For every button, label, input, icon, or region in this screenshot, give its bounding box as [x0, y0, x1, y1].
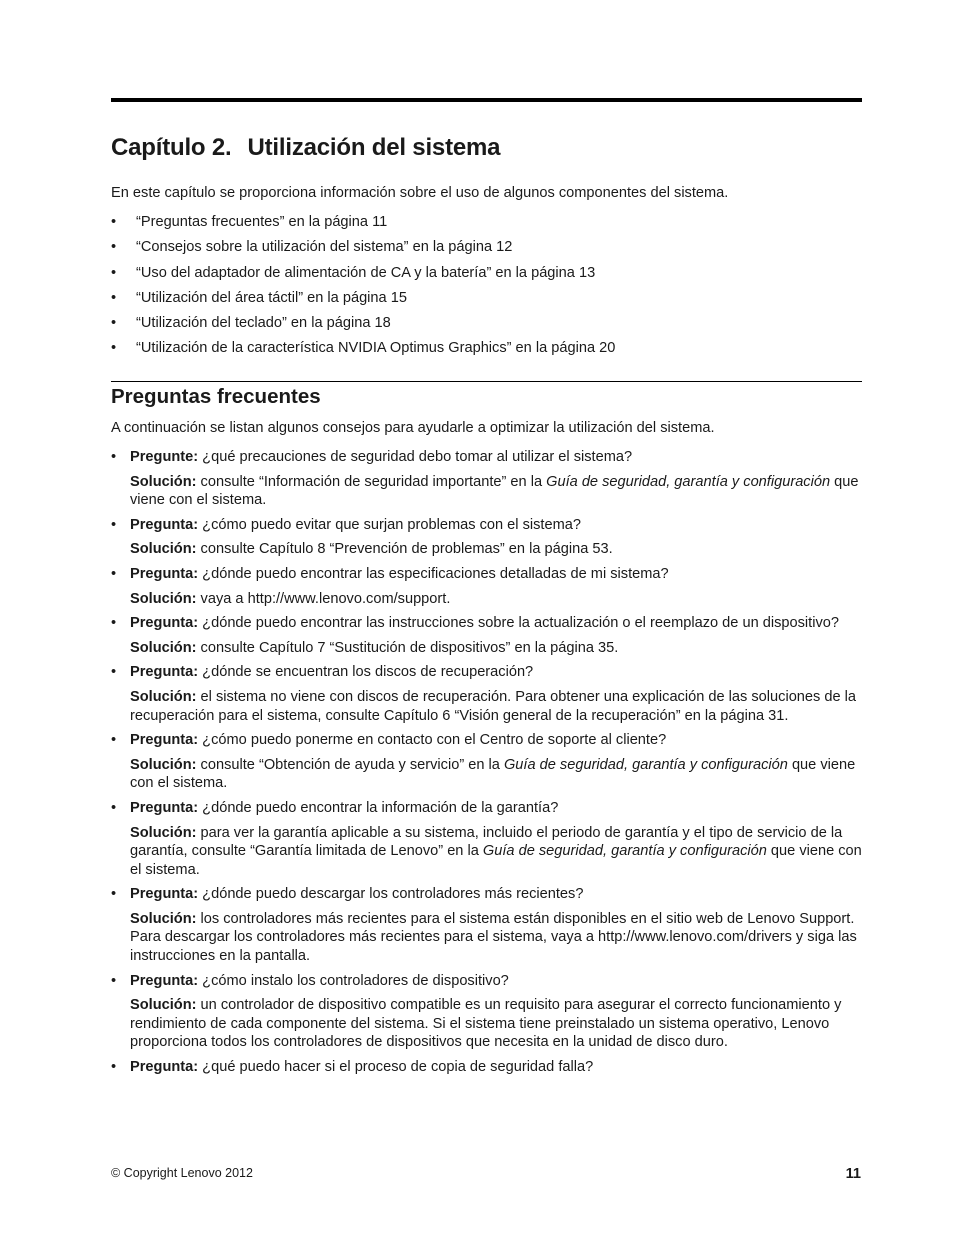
bullet: •: [111, 315, 117, 332]
faq-answer: [130, 473, 863, 510]
bullet: •: [111, 449, 117, 465]
faq-question: [130, 663, 863, 682]
faq-item: [111, 663, 863, 725]
faq-question: [130, 448, 863, 467]
question-label: Pregunta:: [130, 732, 199, 749]
faq-answer: [130, 688, 863, 725]
faq-question: [130, 516, 863, 535]
answer-text-end: que viene con el sistema.: [130, 756, 856, 792]
bullet: •: [111, 214, 117, 230]
chapter-title: [111, 134, 500, 162]
answer-text: el sistema no viene con discos de recuperación. Para obtener una explicación de las soluciones de la recuperación para el sistema, consulte Capítulo 6 “Visión general de la recuperación” en la página 31.: [130, 688, 857, 724]
bullet: •: [111, 972, 117, 989]
answer-italic: Guía de seguridad, garantía y configuración: [482, 843, 767, 860]
faq-question: [130, 565, 863, 584]
section-title: Preguntas frecuentes: [111, 385, 321, 408]
answer-italic: Guía de seguridad, garantía y configuración: [503, 756, 788, 773]
chapter-intro: En este capítulo se proporciona información sobre el uso de algunos componentes del sistema.: [111, 185, 729, 201]
chapter-top-rule: [111, 98, 862, 102]
faq-item: [111, 1058, 863, 1077]
faq-question: [130, 972, 863, 991]
faq-answer: [130, 910, 863, 966]
bullet: •: [111, 664, 117, 681]
answer-label: Solución:: [130, 590, 197, 607]
page-number: 11: [845, 1166, 861, 1182]
faq-answer: [130, 996, 863, 1052]
bullet: •: [111, 799, 117, 816]
question-text: ¿qué puedo hacer si el proceso de copia de seguridad falla?: [202, 1059, 594, 1076]
answer-text: consulte Capítulo 7 “Sustitución de dispositivos” en la página 35.: [200, 639, 619, 656]
faq-answer: [130, 639, 863, 658]
faq-question: [130, 1058, 863, 1077]
faq-question: [130, 799, 863, 818]
footer-copyright: © Copyright Lenovo 2012: [111, 1166, 253, 1180]
question-text: ¿cómo puedo ponerme en contacto con el Centro de soporte al cliente?: [202, 732, 667, 749]
toc-link[interactable]: “Consejos sobre la utilización del sistema” en la página 12: [136, 239, 513, 256]
answer-text: vaya a http://www.lenovo.com/support.: [200, 590, 451, 607]
chapter-number: Capítulo 2.: [111, 134, 232, 161]
toc-link[interactable]: “Preguntas frecuentes” en la página 11: [136, 214, 388, 230]
chapter-title-text: Utilización del sistema: [247, 134, 501, 161]
answer-label: Solución:: [130, 639, 197, 656]
section-intro: A continuación se listan algunos consejos para ayudarle a optimizar la utilización del sistema.: [111, 420, 715, 436]
answer-text: los controladores más recientes para el sistema están disponibles en el sitio web de Lenovo Support. Para descargar los controladores más recientes para el sistema, vaya a http://www.lenovo.com/drivers y siga las instrucciones en la pantalla.: [130, 910, 857, 965]
faq-list: [111, 448, 863, 1077]
toc-item[interactable]: [111, 264, 862, 289]
question-text: ¿dónde se encuentran los discos de recuperación?: [202, 664, 534, 681]
question-label: Pregunta:: [130, 799, 199, 816]
toc-item[interactable]: [111, 238, 862, 263]
answer-label: Solución:: [130, 824, 197, 841]
question-text: ¿dónde puedo descargar los controladores más recientes?: [202, 886, 584, 903]
answer-label: Solución:: [130, 688, 197, 705]
faq-item: [111, 565, 863, 608]
bullet: •: [111, 264, 117, 281]
bullet: •: [111, 516, 117, 533]
question-label: Pregunte:: [130, 449, 199, 465]
section-rule: [111, 381, 862, 382]
bullet: •: [111, 565, 117, 582]
faq-item: [111, 885, 863, 965]
toc-link[interactable]: “Uso del adaptador de alimentación de CA y la batería” en la página 13: [136, 264, 596, 281]
question-text: ¿dónde puedo encontrar las especificaciones detalladas de mi sistema?: [202, 565, 669, 582]
answer-text: un controlador de dispositivo compatible es un requisito para asegurar el correcto funcionamiento y rendimiento de cada componente del sistema. Si el sistema tiene preinstalado un sistema operativo, Lenovo proporciona todos los controladores de dispositivos que necesita en la unidad de disco duro.: [130, 997, 842, 1051]
toc-link[interactable]: “Utilización del área táctil” en la página 15: [136, 289, 407, 306]
faq-item: [111, 614, 863, 657]
toc-item[interactable]: [111, 213, 862, 238]
bullet: •: [111, 732, 117, 749]
answer-text: consulte “Obtención de ayuda y servicio” en la: [200, 756, 504, 773]
faq-question: [130, 731, 863, 750]
answer-text-end: que viene con el sistema.: [130, 473, 859, 509]
faq-answer: [130, 824, 863, 880]
faq-item: [111, 731, 863, 793]
answer-label: Solución:: [130, 756, 197, 773]
answer-text-end: que viene con el sistema.: [130, 843, 862, 878]
faq-answer: [130, 590, 863, 609]
toc-item[interactable]: [111, 289, 862, 314]
question-label: Pregunta:: [130, 565, 199, 582]
question-label: Pregunta:: [130, 516, 199, 533]
question-label: Pregunta:: [130, 615, 199, 632]
chapter-toc-list: [111, 213, 862, 365]
bullet: •: [111, 886, 117, 903]
faq-question: [130, 885, 863, 904]
answer-text: consulte “Información de seguridad importante” en la: [200, 473, 547, 490]
question-text: ¿qué precauciones de seguridad debo tomar al utilizar el sistema?: [202, 449, 633, 465]
faq-item: [111, 972, 863, 1052]
faq-item: [111, 516, 863, 559]
answer-label: Solución:: [130, 473, 197, 490]
faq-item: [111, 448, 863, 510]
answer-label: Solución:: [130, 910, 197, 927]
question-label: Pregunta:: [130, 886, 199, 903]
faq-answer: [130, 540, 863, 559]
bullet: •: [111, 239, 117, 256]
faq-question: [130, 614, 863, 633]
answer-italic: Guía de seguridad, garantía y configuración: [546, 473, 831, 490]
question-text: ¿cómo puedo evitar que surjan problemas con el sistema?: [202, 516, 581, 533]
answer-label: Solución:: [130, 997, 197, 1014]
answer-label: Solución:: [130, 541, 197, 558]
question-text: ¿dónde puedo encontrar las instrucciones sobre la actualización o el reemplazo de un dispositivo?: [202, 615, 840, 632]
question-label: Pregunta:: [130, 664, 199, 681]
bullet: •: [111, 340, 117, 357]
toc-link[interactable]: “Utilización del teclado” en la página 18: [136, 315, 391, 332]
faq-item: [111, 799, 863, 879]
toc-link[interactable]: “Utilización de la característica NVIDIA Optimus Graphics” en la página 20: [136, 340, 616, 357]
question-label: Pregunta:: [130, 1059, 199, 1076]
bullet: •: [111, 1059, 117, 1076]
toc-item[interactable]: [111, 339, 862, 364]
question-text: ¿cómo instalo los controladores de dispositivo?: [202, 972, 509, 989]
answer-text: para ver la garantía aplicable a su sistema, incluido el periodo de garantía y el tipo de servicio de la garantía, consulte “Garantía limitada de Lenovo” en la: [130, 824, 843, 860]
bullet: •: [111, 615, 117, 632]
toc-item[interactable]: [111, 314, 862, 339]
answer-text: consulte Capítulo 8 “Prevención de problemas” en la página 53.: [200, 541, 613, 558]
faq-answer: [130, 756, 863, 793]
question-label: Pregunta:: [130, 972, 199, 989]
bullet: •: [111, 289, 117, 306]
question-text: ¿dónde puedo encontrar la información de la garantía?: [202, 799, 559, 816]
